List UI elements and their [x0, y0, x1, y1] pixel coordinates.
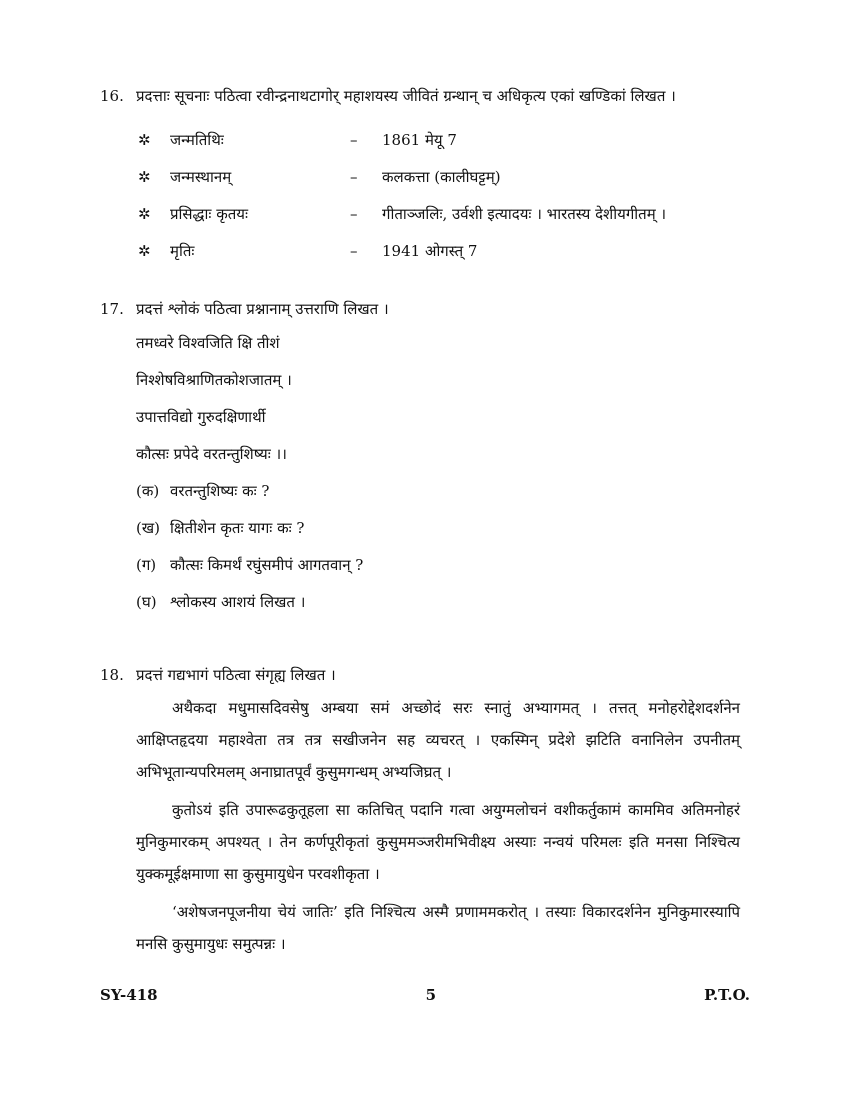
fact-dash: –	[350, 204, 358, 223]
bullet-icon: ✲	[138, 241, 151, 260]
subquestion-label: (ग)	[136, 556, 157, 574]
question-17	[100, 298, 740, 628]
verse-block	[136, 332, 740, 480]
passage-paragraph: अथैकदा मधुमासदिवसेषु अम्बया समं अच्छोदं सरः स्नातुं अभ्यागमत् । तत्तत् मनोहरोद्देशदर्शनेन आक्षिप्तहृदया महाश्वेता तत्र तत्र सखीजनेन सह व्यचरत् । एकस्मिन् प्रदेशे झटिति वनानिलेन उपनीतम् अभिभूतान्यपरिमलम् अनाघ्रातपूर्वं कुसुमगन्धम् अभ्यजिघ्रत् ।	[136, 699, 740, 781]
fact-row	[100, 158, 740, 195]
passage-paragraph: ‘अशेषजनपूजनीया चेयं जातिः’ इति निश्चित्य अस्मै प्रणाममकरोत् । तस्याः विकारदर्शनेन मुनिकुमारस्यापि मनसि कुसुमायुधः समुत्पन्नः ।	[136, 903, 740, 953]
fact-value: गीताञ्जलिः, उर्वशी इत्यादयः । भारतस्य देशीयगीतम् ।	[382, 204, 667, 223]
page-footer	[100, 986, 750, 1004]
bullet-icon: ✲	[138, 167, 151, 186]
subquestion	[136, 554, 740, 591]
fact-value: 1861 मेयू 7	[382, 130, 457, 149]
question-prompt: प्रदत्तं गद्यभागं पठित्वा संगृह्य लिखत ।	[136, 666, 336, 684]
question-number: 18.	[100, 666, 124, 684]
question-prompt: प्रदत्ताः सूचनाः पठित्वा रवीन्द्रनाथटागोर् महाशयस्य जीवितं ग्रन्थान् च अधिकृत्य एकां खण्डिकां लिखत ।	[136, 87, 676, 105]
fact-dash: –	[350, 241, 358, 260]
fact-value: कलकत्ता (कालीघट्टम्)	[382, 167, 501, 186]
question-number: 16.	[100, 87, 124, 105]
fact-label: प्रसिद्धाः कृतयः	[170, 204, 249, 223]
pto-label: P.T.O.	[704, 986, 750, 1004]
fact-row	[100, 195, 740, 232]
fact-label: जन्मतिथिः	[170, 130, 224, 149]
subquestion-label: (घ)	[136, 593, 157, 611]
verse-line: निश्शेषविश्राणितकोशजातम् ।	[136, 371, 292, 389]
subquestion-text: कौत्सः किमर्थं रघुंसमीपं आगतवान् ?	[170, 556, 364, 574]
verse-line: कौत्सः प्रपेदे वरतन्तुशिष्यः ।।	[136, 445, 287, 463]
fact-dash: –	[350, 167, 358, 186]
question-prompt: प्रदत्तं श्लोकं पठित्वा प्रश्नानाम् उत्तराणि लिखत ।	[136, 300, 389, 318]
fact-row	[100, 121, 740, 158]
subquestion-label: (क)	[136, 482, 160, 500]
subquestion-text: क्षितीशेन कृतः यागः कः ?	[170, 519, 305, 537]
fact-list	[100, 121, 740, 269]
paper-code: SY-418	[100, 986, 158, 1004]
fact-label: जन्मस्थानम्	[170, 167, 232, 186]
question-18	[100, 664, 740, 960]
verse-line: उपात्तविद्यो गुरुदक्षिणार्थी	[136, 408, 266, 426]
subquestion	[136, 480, 740, 517]
page-number: 5	[425, 986, 437, 1004]
subquestion-text: श्लोकस्य आशयं लिखत ।	[170, 593, 306, 611]
fact-row	[100, 232, 740, 269]
subquestion-text: वरतन्तुशिष्यः कः ?	[170, 482, 270, 500]
question-16	[100, 85, 740, 269]
subquestion-list	[136, 480, 740, 628]
bullet-icon: ✲	[138, 130, 151, 149]
verse-line: तमध्वरे विश्वजिति क्षि तीशं	[136, 334, 280, 352]
subquestion-label: (ख)	[136, 519, 160, 537]
fact-label: मृतिः	[170, 241, 195, 260]
fact-value: 1941 ओगस्त् 7	[382, 241, 478, 260]
passage-paragraph: कुतोऽयं इति उपारूढकुतूहला सा कतिचित् पदानि गत्वा अयुग्मलोचनं वशीकर्तुकामं काममिव अतिमनोहरं मुनिकुमारकम् अपश्यत् । तेन कर्णपूरीकृतां कुसुममञ्जरीमभिवीक्ष्य अस्याः नन्वयं परिमलः इति मनसा निश्चित्य युक्कमूईक्षमाणा सा कुसुमायुधेन परवशीकृता ।	[136, 801, 740, 883]
bullet-icon: ✲	[138, 204, 151, 223]
fact-dash: –	[350, 130, 358, 149]
subquestion	[136, 591, 740, 628]
subquestion	[136, 517, 740, 554]
question-number: 17.	[100, 300, 124, 318]
